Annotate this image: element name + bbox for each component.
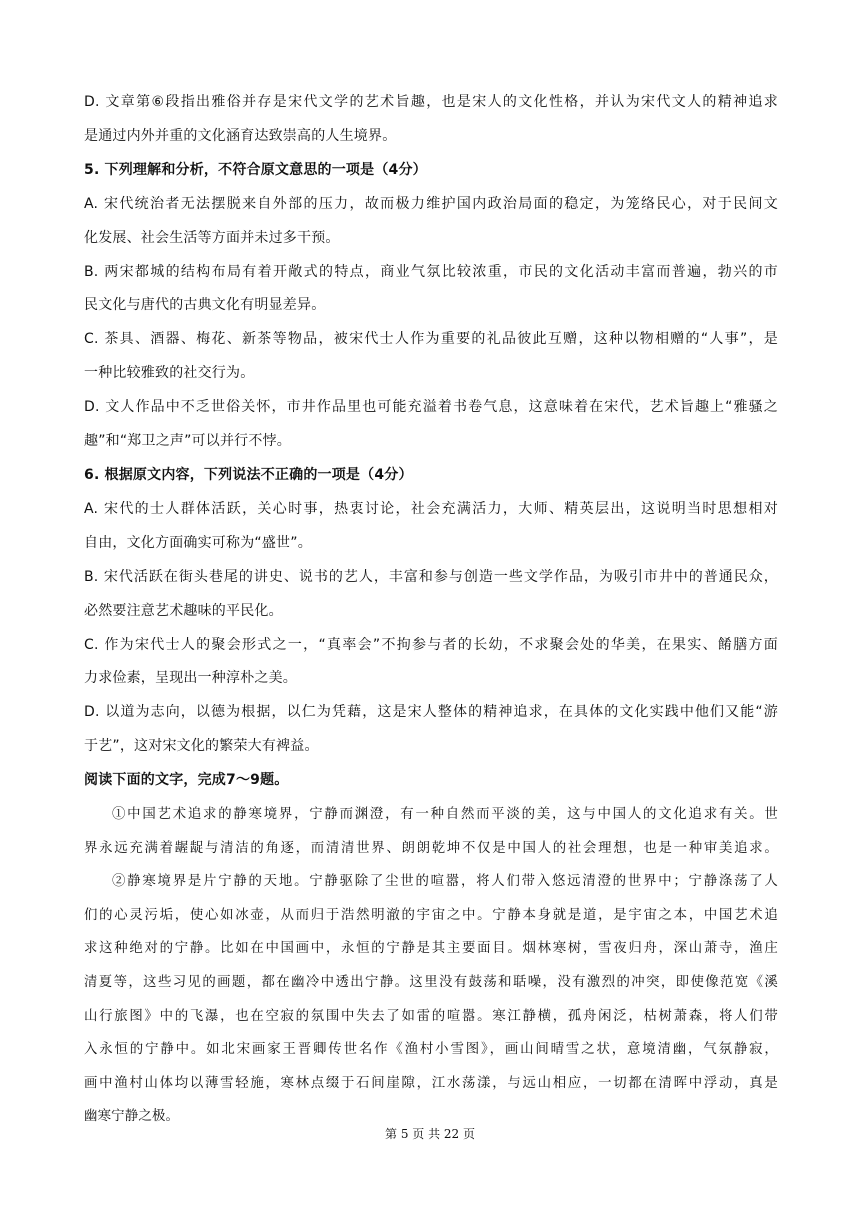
q6-option-a-line-2: 自由，文化方面确实可称为“盛世”。 — [84, 534, 312, 551]
q6-option-d-line-1: D. 以道为志向，以德为根据，以仁为凭藉，这是宋人整体的精神追求，在具体的文化实践中他们又能“游 — [84, 704, 778, 721]
option-d-line-2: 是通过内外并重的文化涵育达致崇高的人生境界。 — [84, 127, 397, 144]
passage-paragraph-2-line-3: 求这种绝对的宁静。比如在中国画中，永恒的宁静是其主要面目。烟林寒树，雪夜归舟，深山萧寺，渔庄 — [84, 941, 778, 957]
q5-option-c-line-2: 一种比较雅致的社交行为。 — [84, 365, 255, 382]
q5-option-b-line-2: 民文化与唐代的古典文化有明显差异。 — [84, 297, 326, 314]
page-footer: 第 5 页 共 22 页 — [385, 1127, 475, 1141]
q6-option-c-line-1: C. 作为宋代士人的聚会形式之一，“真率会”不拘参与者的长幼，不求聚会处的华美，在果实、餚膳方面 — [84, 636, 778, 653]
q5-option-d-line-1: D. 文人作品中不乏世俗关怀，市井作品里也可能充溢着书卷气息，这意味着在宋代，艺术旨趣上“雅骚之 — [84, 399, 778, 416]
q5-option-c-line-1: C. 茶具、酒器、梅花、新茶等物品，被宋代士人作为重要的礼品彼此互赠，这种以物相赠的“人事”，是 — [84, 331, 778, 348]
passage-paragraph-2-line-6: 入永恒的宁静中。如北宋画家王晋卿传世名作《渔村小雪图》，画山间晴雪之状，意境清幽，气氛静寂， — [84, 1042, 778, 1058]
q6-option-b-line-1: B. 宋代活跃在街头巷尾的讲史、说书的艺人，丰富和参与创造一些文学作品，为吸引市井中的普通民众， — [84, 568, 778, 585]
q6-option-b-line-2: 必然要注意艺术趣味的平民化。 — [84, 602, 283, 619]
passage-paragraph-2-line-4: 清夏等，这些习见的画题，都在幽冷中透出宁静。这里没有鼓荡和聒噪，没有激烈的冲突，即使像范宽《溪 — [84, 975, 778, 990]
q5-option-a-line-2: 化发展、社会生活等方面并未过多干预。 — [84, 229, 340, 246]
option-d-line-1: D. 文章第⑥段指出雅俗并存是宋代文学的艺术旨趣，也是宋人的文化性格，并认为宋代文人的精神追求 — [84, 94, 778, 110]
passage-paragraph-2-line-7: 画中渔村山体均以薄雪轻施，寒林点缀于石间崖隙，江水荡漾，与远山相应，一切都在清晖中浮动，真是 — [84, 1075, 778, 1091]
q5-option-b-line-1: B. 两宋都城的结构布局有着开敞式的特点，商业气氛比较浓重，市民的文化活动丰富而普遍，勃兴的市 — [84, 263, 778, 280]
passage-paragraph-2-line-1: ②静寒境界是片宁静的天地。宁静驱除了尘世的喧嚣，将人们带入悠远清澄的世界中；宁静涤荡了人 — [112, 874, 778, 890]
passage-paragraph-2-line-5: 山行旅图》中的飞瀑，也在空寂的氛围中失去了如雷的喧嚣。寒江静横，孤舟闲泛，枯树萧森，将人们带 — [84, 1008, 778, 1024]
passage-paragraph-2-line-2: 们的心灵污垢，使心如冰壶，从而归于浩然明澈的宇宙之中。宁静本身就是道，是宇宙之本，中国艺术追 — [84, 907, 778, 923]
q5-option-a-line-1: A. 宋代统治者无法摆脱来自外部的压力，故而极力维护国内政治局面的稳定，为笼络民心，对于民间文 — [84, 195, 778, 212]
passage-paragraph-1-line-1: ①中国艺术追求的静寒境界，宁静而渊澄，有一种自然而平淡的美，这与中国人的文化追求有关。世 — [112, 807, 778, 823]
question-6-heading: 6. 根据原文内容，下列说法不正确的一项是（4分） — [84, 466, 413, 483]
passage-paragraph-1-line-2: 界永远充满着龌龊与清洁的角逐，而清清世界、朗朗乾坤不仅是中国人的社会理想，也是一种审美追求。 — [84, 840, 778, 856]
document-page — [84, 86, 778, 1134]
reading-instruction: 阅读下面的文字，完成7～9题。 — [84, 772, 289, 789]
question-5-heading: 5. 下列理解和分析，不符合原文意思的一项是（4分） — [84, 161, 427, 178]
q6-option-d-line-2: 于艺”，这对宋文化的繁荣大有裨益。 — [84, 738, 319, 755]
q6-option-c-line-2: 力求俭素，呈现出一种淳朴之美。 — [84, 670, 297, 687]
passage-paragraph-2-line-8: 幽寒宁静之极。 — [84, 1109, 180, 1125]
q5-option-d-line-2: 趣”和“郑卫之声”可以并行不悖。 — [84, 433, 291, 450]
q6-option-a-line-1: A. 宋代的士人群体活跃，关心时事，热衷讨论，社会充满活力，大师、精英层出，这说明当时思想相对 — [84, 500, 778, 517]
